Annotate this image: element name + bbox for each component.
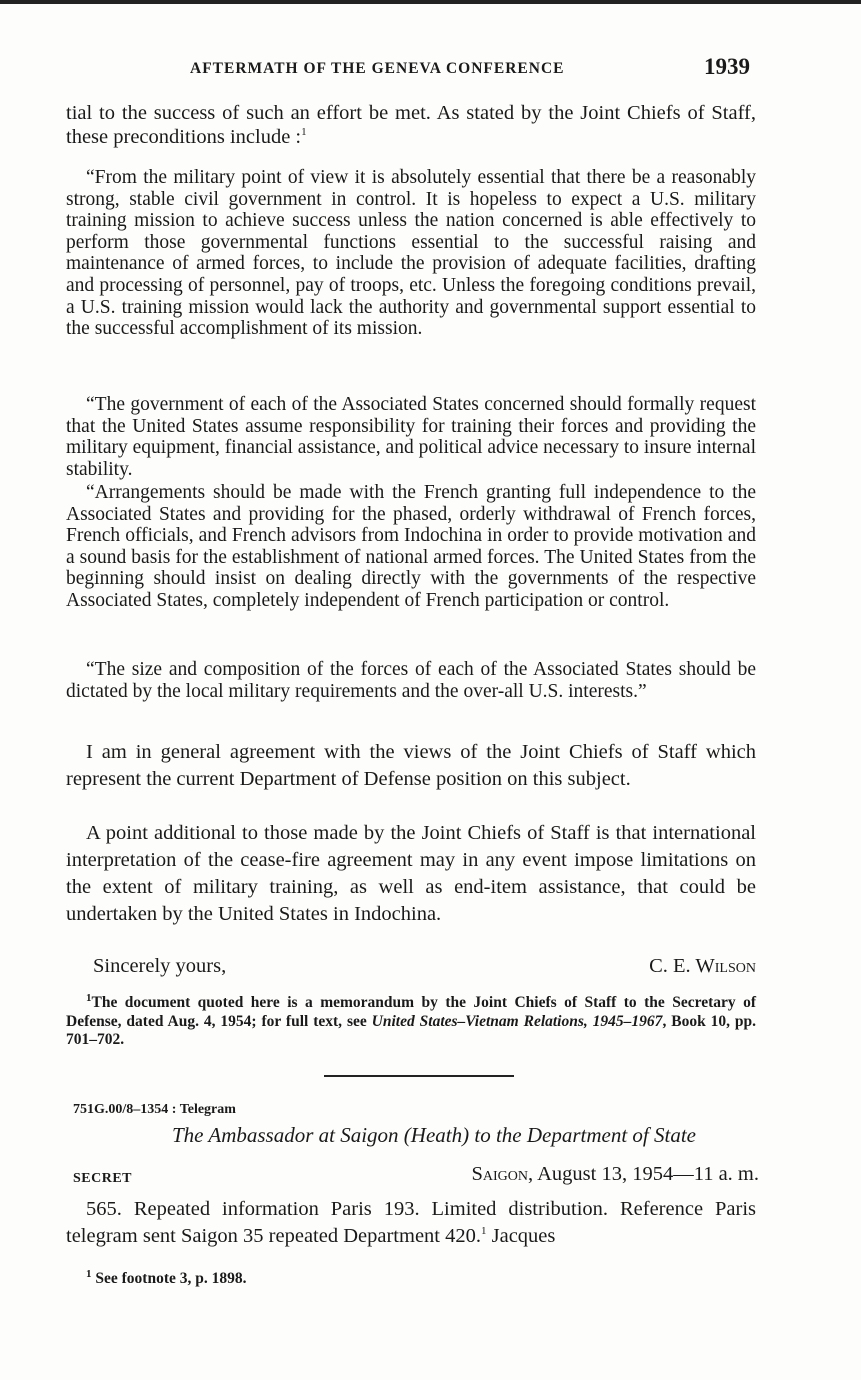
body-paragraph-1: I am in general agreement with the views of the Joint Chiefs of Staff which represent the current Department of Defense position on this subject. (66, 741, 756, 790)
dateline (471, 1163, 759, 1186)
document-file-id: 751G.00/8–1354 : Telegram (73, 1102, 236, 1117)
page-number: 1939 (704, 54, 750, 79)
footnote-1-text: The document quoted here is a memorandum by the Joint Chiefs of Staff to the Secretary of Defense, dated Aug. 4, 1954; for full text, see (66, 994, 756, 1030)
footnote-1-marker: 1 (86, 991, 92, 1004)
section-divider (324, 1075, 514, 1077)
dateline-place: Saigon, (471, 1163, 534, 1185)
telegram-text-end: Jacques (486, 1225, 556, 1247)
signature-block (66, 955, 756, 981)
intro-paragraph (66, 101, 756, 149)
footnote-2-marker: 1 (86, 1267, 92, 1280)
footnote-1 (66, 991, 756, 1050)
telegram-text: 565. Repeated information Paris 193. Limited distribution. Reference Paris telegram sent Saigon 35 repeated Department 420. (66, 1198, 756, 1247)
telegram-body (66, 1196, 756, 1250)
telegram-footnote-ref: 1 (481, 1225, 487, 1238)
footnote-1-italic-title: United States–Vietnam Relations, 1945–1967 (371, 1012, 663, 1030)
document-title: The Ambassador at Saigon (Heath) to the Department of State (172, 1123, 696, 1147)
quote-paragraph-2: “The government of each of the Associated States concerned should formally request that the United States assume responsibility for training their forces and providing the military equipment, financial assistance, and political advice necessary to insure internal stability. (66, 394, 756, 480)
page-header (66, 56, 756, 86)
dateline-date: August 13, 1954—11 a. m. (537, 1163, 759, 1185)
footnote-2-text: See footnote 3, p. 1898. (95, 1270, 247, 1287)
quote-paragraph-4: “The size and composition of the forces of each of the Associated States should be dictated by the local military requirements and the over-all U.S. interests.” (66, 659, 756, 702)
running-head: AFTERMATH OF THE GENEVA CONFERENCE (190, 60, 565, 77)
footnote-ref: 1 (301, 126, 307, 139)
signer-name: C. E. Wilson (649, 955, 756, 977)
classification-row (73, 1163, 759, 1191)
footnote-1-text-end: , Book 10, pp. 701–702. (66, 1012, 756, 1048)
intro-text: tial to the success of such an effort be met. As stated by the Joint Chiefs of Staff, these preconditions include : (66, 102, 756, 148)
classification-label: SECRET (73, 1171, 133, 1186)
quote-paragraph-1: “From the military point of view it is absolutely essential that there be a reasonably strong, stable civil government in control. It is hopeless to expect a U.S. military training mission to achieve success unless the nation concerned is able effectively to perform those governmental functions essential to the successful raising and maintenance of armed forces, to include the provision of adequate facilities, drafting and processing of personnel, pay of troops, etc. Unless the foregoing conditions prevail, a U.S. training mission would lack the authority and governmental support essential to the successful accomplishment of its mission. (66, 167, 756, 340)
footnote-2 (66, 1267, 756, 1289)
quote-paragraph-3: “Arrangements should be made with the French granting full independence to the Associated States and providing for the phased, orderly withdrawal of French forces, French officials, and French advisors from Indochina in order to provide motivation and a sound basis for the establishment of national armed forces. The United States from the beginning should insist on dealing directly with the governments of the respective Associated States, completely independent of French participation or control. (66, 482, 756, 611)
closing-salutation: Sincerely yours, (93, 955, 227, 977)
body-paragraph-2: A point additional to those made by the Joint Chiefs of Staff is that international interpretation of the cease-fire agreement may in any event impose limitations on the extent of military training, as well as end-item assistance, that could be undertaken by the United States in Indochina. (66, 822, 756, 925)
